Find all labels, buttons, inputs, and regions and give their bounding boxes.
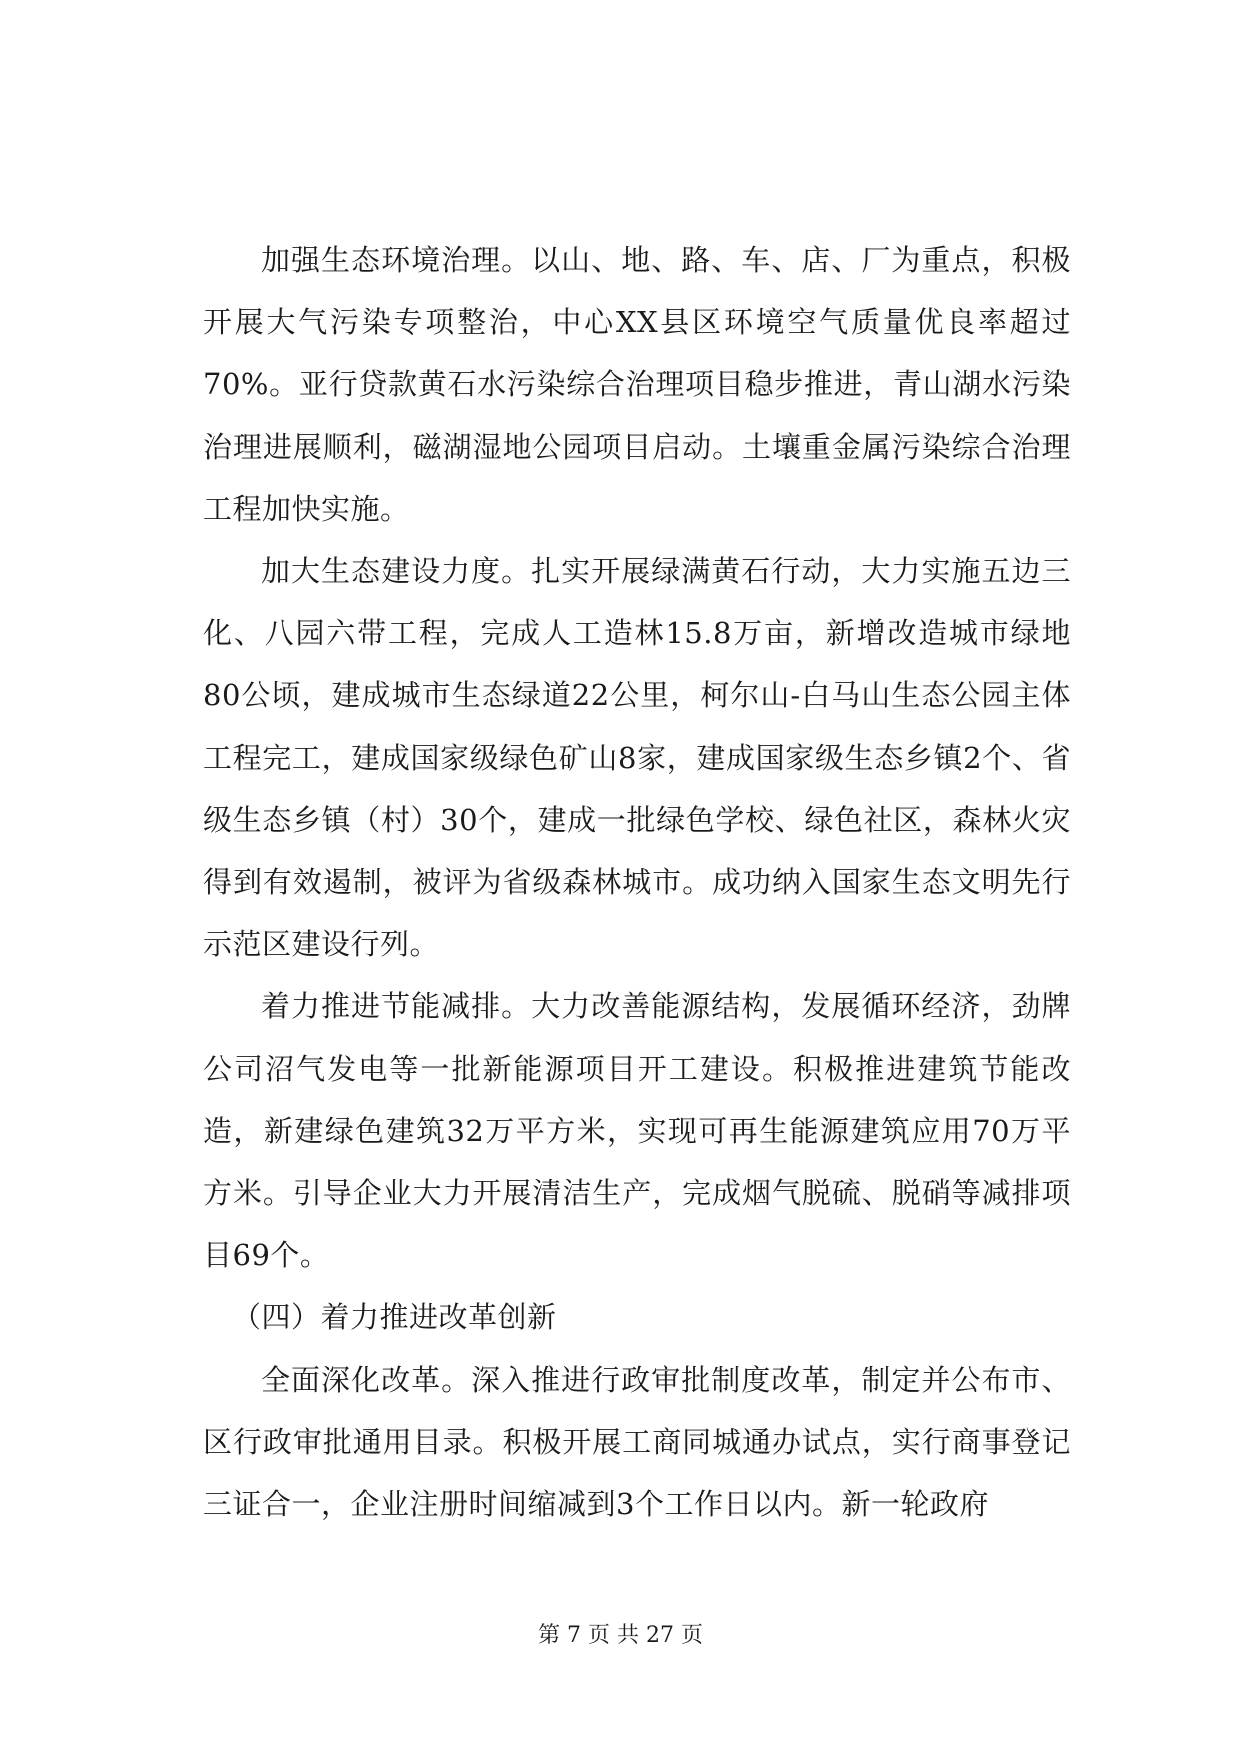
document-body	[203, 229, 1071, 1535]
paragraph-energy-saving: 着力推进节能减排。大力改善能源结构，发展循环经济，劲牌公司沼气发电等一批新能源项目开工建设。积极推进建筑节能改造，新建绿色建筑32万平方米，实现可再生能源建筑应用70万平方米。引导企业大力开展清洁生产，完成烟气脱硫、脱硝等减排项目69个。	[203, 989, 1071, 1273]
paragraph-ecology-construction: 加大生态建设力度。扎实开展绿满黄石行动，大力实施五边三化、八园六带工程，完成人工造林15.8万亩，新增改造城市绿地80公顷，建成城市生态绿道22公里，柯尔山-白马山生态公园主体工程完工，建成国家级绿色矿山8家，建成国家级生态乡镇2个、省级生态乡镇（村）30个，建成一批绿色学校、绿色社区，森林火灾得到有效遏制，被评为省级森林城市。成功纳入国家生态文明先行示范区建设行列。	[203, 554, 1071, 962]
paragraph-ecology-governance: 加强生态环境治理。以山、地、路、车、店、厂为重点，积极开展大气污染专项整治，中心XX县区环境空气质量优良率超过70%。亚行贷款黄石水污染综合治理项目稳步推进，青山湖水污染治理进展顺利，磁湖湿地公园项目启动。土壤重金属污染综合治理工程加快实施。	[203, 243, 1071, 526]
section-heading: （四）着力推进改革创新	[232, 1300, 557, 1335]
paragraph-reform: 全面深化改革。深入推进行政审批制度改革，制定并公布市、区行政审批通用目录。积极开展工商同城通办试点，实行商事登记三证合一，企业注册时间缩减到3个工作日以内。新一轮政府	[203, 1362, 1071, 1522]
page-number-footer: 第 7 页 共 27 页	[538, 1623, 703, 1648]
